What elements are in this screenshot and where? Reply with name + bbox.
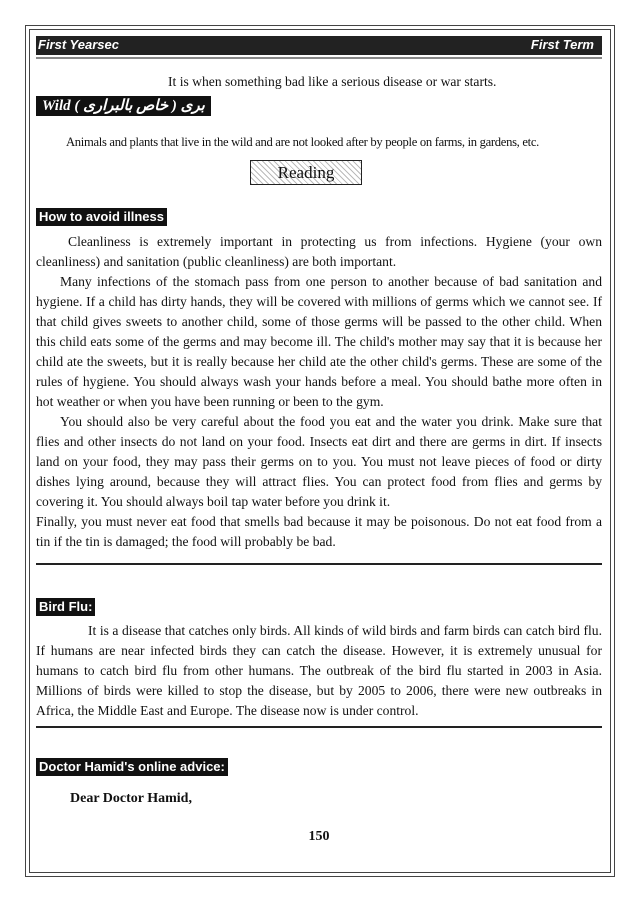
- illness-paragraph-2: Many infections of the stomach pass from one person to another because of bad sanitation and hygiene. If a child has dirty hands, they will be covered with millions of germs which we cannot see. If that child gives sweets to another child, some of those germs will be passed to the other child. When this child eats some of the germs and may become ill. The child's mother may say that it is because her child ate the sweets, but it is really because her child ate the other child's germs. These are some of the rules of hygiene. You should always wash your hands before a meal. You should bathe more often in hot weather or when you have been running or been to the gym.: [36, 274, 602, 409]
- section-title-advice: Doctor Hamid's online advice:: [36, 758, 228, 776]
- section-title-bird-flu: Bird Flu:: [36, 598, 95, 616]
- illness-paragraph-4: Finally, you must never eat food that smells bad because it may be poisonous. Do not eat food from a tin if the tin is damaged; the food will probably be bad.: [36, 514, 602, 549]
- wild-vocab-label: Wild ( خاص بالبرارى ) برى: [36, 96, 211, 116]
- section-divider: [36, 726, 602, 728]
- bird-flu-paragraph: It is a disease that catches only birds. All kinds of wild birds and farm birds can catch bird flu. If humans are near infected birds they can catch the disease. However, it is extremely unusual for humans to catch bird flu from other humans. The outbreak of the bird flu started in 2003 in Asia. Millions of birds were killed to stop the disease, but by 2005 to 2006, there were new outbreaks in Africa, the Middle East and Europe. The disease now is under control.: [36, 623, 602, 718]
- wild-definition: Animals and plants that live in the wild and are not looked after by people on farms, in gardens, etc.: [66, 135, 540, 149]
- illness-paragraph-3: You should also be very careful about the food you eat and the water you drink. Make sure that flies and other insects do not land on your food. Insects eat dirt and there are germs in dirt. If insects land on your food, they may pass their germs on to you. You must not leave pieces of food or dirty dishes lying around, because they will attract flies. You can protect food from flies and germs by covering it. You should always boil tap water before you drink it.: [36, 414, 602, 509]
- section-divider: [36, 563, 602, 565]
- header-left: First Yearsec: [38, 37, 119, 52]
- illness-paragraph-1: Cleanliness is extremely important in protecting us from infections. Hygiene (your own cleanliness) and sanitation (public cleanliness) are both important.: [36, 234, 602, 269]
- reading-label: Reading: [250, 160, 362, 185]
- page-header: [36, 36, 602, 55]
- page-number: 150: [308, 829, 330, 844]
- header-underline: [36, 57, 602, 59]
- letter-greeting: Dear Doctor Hamid,: [70, 791, 192, 806]
- section-title-illness: How to avoid illness: [36, 208, 167, 226]
- header-right: First Term: [530, 37, 594, 52]
- war-definition: It is when something bad like a serious disease or war starts.: [168, 74, 497, 89]
